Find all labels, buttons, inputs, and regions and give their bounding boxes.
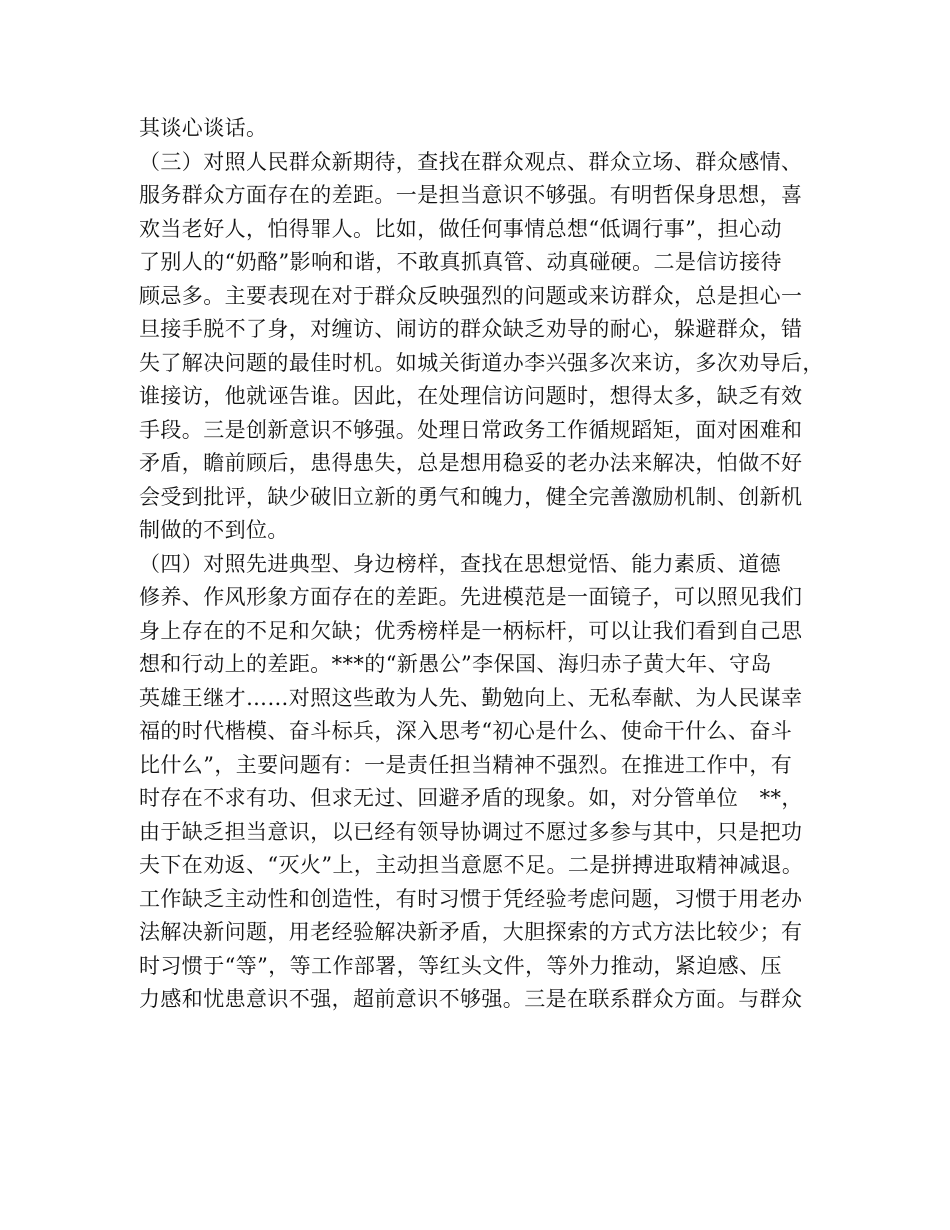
text-line: 想和行动上的差距。***的“新愚公”李保国、海归赤子黄大年、守岛 (139, 652, 772, 676)
text-line: 欢当老好人，怕得罪人。比如，做任何事情总想“低调行事”，担心动 (139, 216, 782, 241)
text-line: 顾忌多。主要表现在对于群众反映强烈的问题或来访群众，总是担心一 (139, 283, 803, 308)
text-line: 福的时代楷模、奋斗标兵，深入思考“初心是什么、使命干什么、奋斗 (139, 719, 793, 743)
text-line: 由于缺乏担当意识，以已经有领导协调过不愿过多参与其中，只是把功 (139, 819, 803, 844)
text-line: 比什么”，主要问题有：一是责任担当精神不强烈。在推进工作中，有 (139, 752, 793, 777)
text-line: 英雄王继才……对照这些敢为人先、勤勉向上、无私奉献、为人民谋幸 (139, 685, 803, 710)
text-line: （三）对照人民群众新期待，查找在群众观点、群众立场、群众感情、 (139, 149, 803, 174)
text-line: 修养、作风形象方面存在的差距。先进模范是一面镜子，可以照见我们 (139, 585, 803, 609)
text-line: 时存在不求有功、但求无过、回避矛盾的现象。如，对分管单位 **， (139, 786, 803, 810)
text-line: 了别人的“奶酪”影响和谐，不敢真抓真管、动真碰硬。二是信访接待 (139, 250, 782, 274)
text-line: 谁接访，他就诬告谁。因此，在处理信访问题时，想得太多，缺乏有效 (139, 384, 803, 408)
text-line: 法解决新问题，用老经验解决新矛盾，大胆探索的方式方法比较少；有 (139, 920, 803, 944)
text-line: 制做的不到位。 (139, 518, 289, 542)
text-line: 夫下在劝返、“灭火”上，主动担当意愿不足。二是拼搏进取精神减退。 (139, 853, 804, 877)
text-line: 时习惯于“等”，等工作部署，等红头文件，等外力推动，紧迫感、压 (139, 953, 782, 978)
document-body (139, 112, 839, 1017)
text-line: 身上存在的不足和欠缺；优秀榜样是一柄标杆，可以让我们看到自己思 (139, 618, 803, 643)
text-line: 旦接手脱不了身，对缠访、闹访的群众缺乏劝导的耐心，躲避群众，错 (139, 317, 803, 341)
text-line: 其谈心谈话。 (139, 116, 268, 140)
text-line: 矛盾，瞻前顾后，患得患失，总是想用稳妥的老办法来解决，怕做不好 (139, 451, 803, 475)
text-line: 会受到批评，缺少破旧立新的勇气和魄力，健全完善激励机制、创新机 (139, 484, 803, 509)
text-line: 工作缺乏主动性和创造性，有时习惯于凭经验考虑问题，习惯于用老办 (139, 886, 803, 911)
text-line: （四）对照先进典型、身边榜样，查找在思想觉悟、能力素质、道德 (139, 551, 781, 576)
text-line: 力感和忧患意识不强，超前意识不够强。三是在联系群众方面。与群众 (139, 987, 803, 1011)
text-line: 手段。三是创新意识不够强。处理日常政务工作循规蹈矩，面对困难和 (139, 417, 803, 442)
text-line: 失了解决问题的最佳时机。如城关街道办李兴强多次来访，多次劝导后， (139, 350, 824, 375)
text-line: 服务群众方面存在的差距。一是担当意识不够强。有明哲保身思想，喜 (139, 183, 803, 207)
